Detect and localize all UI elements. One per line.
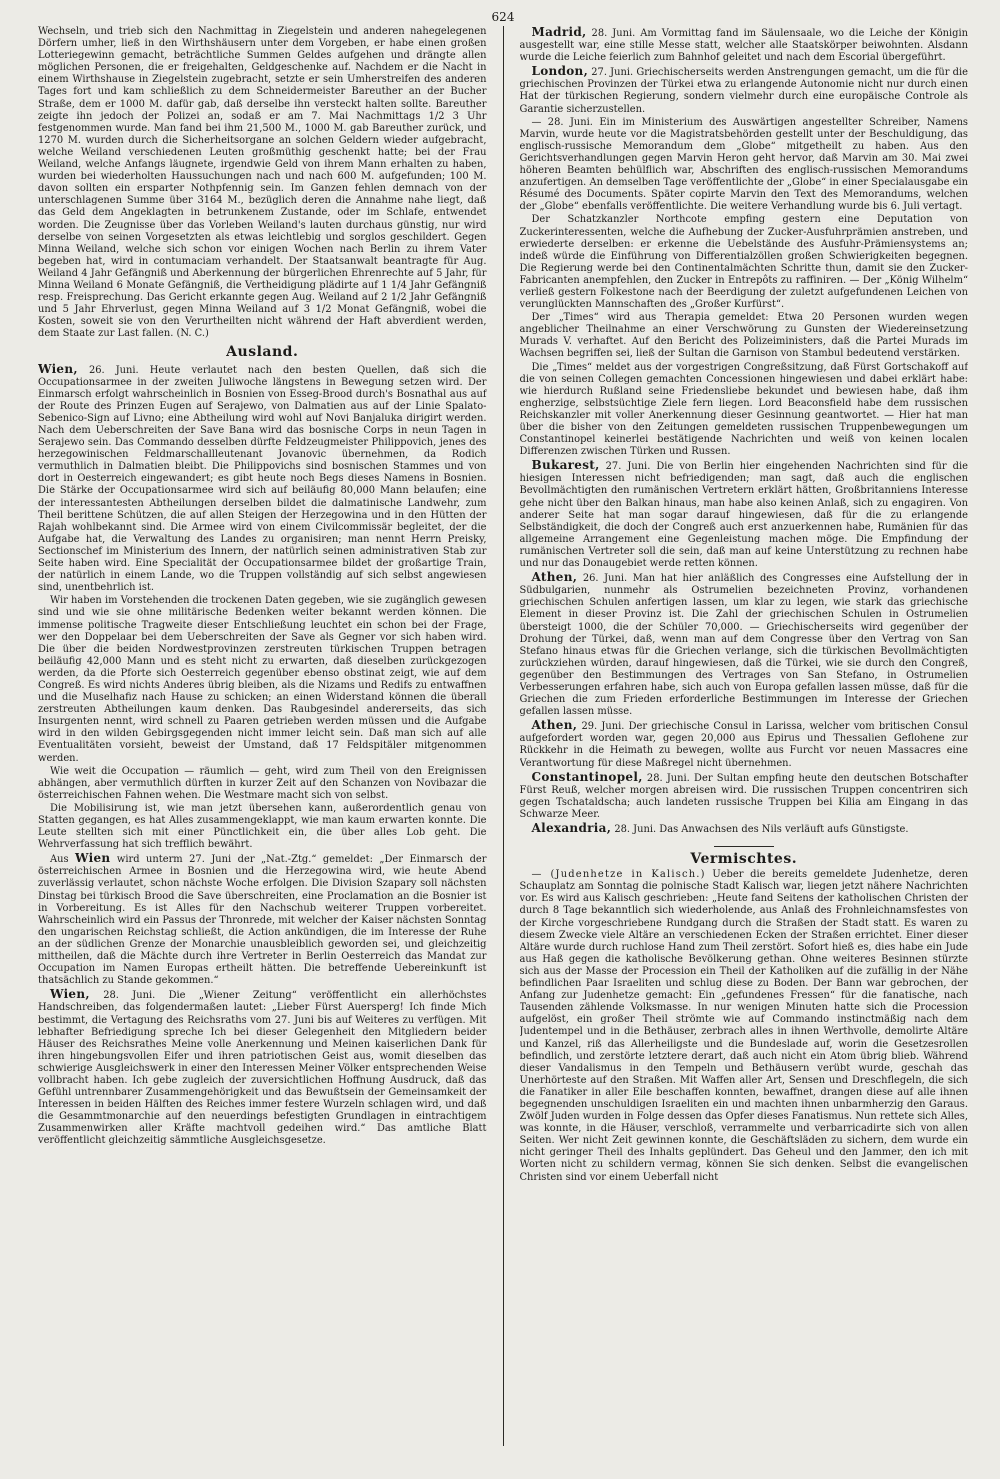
article-wien-27	[38, 852, 487, 987]
article-london-28: — 28. Juni. Ein im Ministerium des Auswärtigen angestellter Schreiber, Namens Marvin, wurde heute vor die Magistratsbehörden gestellt unter der Beschuldigung, das englisch-russische Memorandum dem „Globe“ mitgetheilt zu haben. Aus den Gerichtsverhandlungen gegen Marvin Heron geht hervor, daß Marvin am 30. Mai zwei höheren Beamten behülflich war, Abschriften des englisch-russischen Memorandums anzufertigen. An demselben Tage veröffentlichte der „Globe“ in einer Specialausgabe ein Résumé des Documents. Später copirte Marvin den Text des Memorandums, welchen der „Globe“ ebenfalls veröffentlichte. Die weitere Verhandlung wurde bis 6. Juli vertagt.	[519, 116, 968, 213]
article-athen-26	[520, 571, 969, 718]
dateline: Alexandria,	[531, 821, 612, 835]
article-body: 28. Juni. Am Vormittag fand im Säulensaale, wo die Leiche der Königin ausgestellt war, eine stille Messe statt, welcher alle Staatskörper beiwohnten. Alsdann wurde die Leiche feierlich zum Bahnhof geleitet und nach dem Escorial übergeführt.	[519, 28, 968, 64]
dateline: Wien,	[38, 361, 78, 376]
dateline: Madrid,	[531, 26, 587, 39]
article-wien-28	[38, 988, 487, 1147]
dateline: Constantinopel,	[531, 769, 643, 784]
article-body: 28. Juni. Der Sultan empfing heute den deutschen Botschafter Fürst Reuß, welcher morgen abreisen wird. Die russischen Truppen concentriren sich gegen Tschataldscha; auch landeten russische Truppen bei Kilia am Eingang in das Schwarze Meer.	[519, 772, 968, 820]
dateline: Athen,	[531, 718, 578, 733]
dateline: Athen,	[531, 570, 578, 585]
article-body: 26. Juni. Man hat hier anläßlich des Congresses eine Aufstellung der in Südbulgarien, nunmehr als Ostrumelien bezeichneten Provinz, vorhandenen griechischen Schulen anfertigen lassen, um klar zu legen, wie stark das griechische Element in dieser Provinz ist. Die Zahl der griechischen Schulen in Ostrumelien übersteigt 1000, die der Schüler 70,000. — Griechischerseits wird gegenüber der Drohung der Türkei, daß, wenn man auf dem Congresse über den Vertrag von San Stefano hinaus etwas für die Griechen verlange, sich die türkischen Bevollmächtigten zurückziehen würden, darauf hingewiesen, daß die Türkei, wie sie durch den Congreß, gegenüber den Bestimmungen des Vertrages von San Stefano, in Ostrumelien Verbesserungen erfahren habe, sich auch von Europa gefallen lassen müsse, daß für die Griechen die zum Frieden erforderliche Bestimmungen im Interesse der Griechen gefallen lassen müsse.	[519, 573, 968, 718]
paragraph: Die Mobilisirung ist, wie man jetzt übersehen kann, außerordentlich genau von Statten gegangen, es hat Alles zusammengeklappt, wie man kaum erwarten konnte. Die Leute stellten sich mit einer Pünctlichkeit ein, die über alles Lob geht. Die Wehrverfassung hat sich trefflich bewährt.	[38, 802, 487, 851]
section-rule	[714, 846, 774, 847]
article-bukarest	[520, 459, 969, 570]
article-body: wird unterm 27. Juni der „Nat.-Ztg.“ gemeldet: „Der Einmarsch der österreichischen Armee in Bosnien und die Herzegowina wird, wie heute Abend zuverlässig verlautet, schon nächste Woche erfolgen. Die Division Szapary soll nächsten Dinstag bei türkisch Brood die Save überschreiten, eine Proclamation an die Bosnier ist in Vorbereitung. Es ist Alles für den Nachschub weiterer Truppen vorbereitet. Wahrscheinlich wird ein Passus der Thronrede, mit welcher der Kaiser nächsten Sonntag den ungarischen Reichstag schließt, die Action ankündigen, die im Interesse der Ruhe an der südlichen Grenze der Monarchie unausbleiblich geworden sei, und gleichzeitig mittheilen, daß die Mächte durch ihre Vertreter in Berlin Oesterreich das Mandat zur Occupation im Namen Europas ertheilt hätten. Die betreffende Uebereinkunft ist thatsächlich zu Stande gekommen.“	[38, 854, 487, 987]
article-london-times-congress: Die „Times“ meldet aus der vorgestrigen Congreßsitzung, daß Fürst Gortschakoff auf die von seinen Collegen gemachten Concessionen hingewiesen und dabei erklärt habe: wie hierdurch Rußland seine Friedensliebe bekundet und bewiesen habe, daß ihm engherzige, selbstsüchtige Ziele fern liegen. Lord Beaconsfield habe dem russischen Reichskanzler mit voller Anerkennung dieser Gesinnung geantwortet. — Hier hat man über die bisher von den Zeitungen gemeldeten russischen Truppenbewegungen um Constantinopel keinerlei bestätigende Nachrichten und weiß von keinen localen Differenzen zwischen Türken und Russen.	[519, 361, 968, 458]
section-title-ausland: Ausland.	[226, 344, 299, 361]
article-constantinopel	[520, 771, 969, 821]
dateline: Wien	[75, 851, 111, 866]
article-body: 27. Juni. Griechischerseits werden Anstrengungen gemacht, um die für die griechischen Provinzen der Türkei etwa zu erlangende Autonomie nicht nur durch einen Hat der türkischen Regierung, sondern vielmehr durch eine europäische Controle als Garantie sicherzustellen.	[519, 67, 968, 115]
column-divider	[503, 26, 504, 1446]
section-title-vermischtes: Vermischtes.	[690, 851, 798, 868]
article-body: 28. Juni. Die „Wiener Zeitung“ veröffentlicht ein allerhöchstes Handschreiben, das folgendermaßen lautet: „Lieber Fürst Auersperg! Ich finde Mich bestimmt, die Vertagung des Reichsraths vom 27. Juni bis auf Weiteres zu verfügen. Mit lebhafter Befriedigung spreche Ich bei dieser Gelegenheit den Mitgliedern beider Häuser des Reichsrathes Meine volle Anerkennung und Meinen kaiserlichen Dank für ihren hingebungsvollen Eifer und ihren patriotischen Geist aus, womit dieselben das schwierige Ausgleichswerk in einer den Interessen Meiner Völker entsprechenden Weise vollbracht haben. Ich gebe zugleich der zuversichtlichen Hoffnung Ausdruck, daß das Gefühl untrennbarer Zusammengehörigkeit und das Bewußtsein der Gemeinsamkeit der Interessen in beiden Hälften des Reiches immer festere Wurzeln schlagen wird, und daß die Gesammtmonarchie auf den neuerdings befestigten Grundlagen in eintrachtigem Zusammenwirken aller Kräfte machtvoll gedeihen wird.“ Das amtliche Blatt veröffentlicht gleichzeitig sämmtliche Ausgleichsgesetze.	[38, 990, 487, 1147]
article-body: 26. Juni. Heute verlautet nach den besten Quellen, daß sich die Occupationsarmee in der zweiten Juliwoche längstens in Bewegung setzen wird. Der Einmarsch erfolgt wahrscheinlich in Bosnien von Esseg-Brood durch's Bosnathal aus auf der Route des Prinzen Eugen auf Serajewo, von Dalmatien aus auf der Linie Spalato-Sebenico-Sign auf Livno; eine Abtheilung wird wohl auf Novi Banjaluka dirigirt werden. Nach dem Ueberschreiten der Save Bana wird das bosnische Corps in neun Tagen in Serajewo sein. Das Commando desselben dürfte Feldzeugmeister Philippovich, jenes des herzegowinischen Feldmarschallleutenant Jovanovic übernehmen, da Rodich vermuthlich in Dalmatien bleibt. Die Philippovichs sind bosnischen Stammes und von dort in Oesterreich eingewandert; es gibt heute noch Begs dieses Namens in Bosnien. Die Stärke der Occupationsarmee wird sich auf beiläufig 80,000 Mann belaufen; eine der interessantesten Abtheilungen derselben bildet die dalmatinische Landwehr, zum Theil berittene Schützen, die auf allen Steigen der Herzegowina und in den Hütten der Rajah wohlbekannt sind. Die Armee wird von einem Civilcommissär begleitet, der die Aufgabe hat, die Verwaltung des Landes zu organisiren; man nennt Herrn Preisky, Sectionschef im Ministerium des Innern, der natürlich seinen administrativen Stab zur Seite haben wird. Eine Specialität der Occupationsarmee bildet der großartige Train, der natürlich in einem Lande, wo die Truppen vollständig auf sich selbst angewiesen sind, unentbehrlich ist.	[38, 364, 487, 594]
paragraph: Wie weit die Occupation — räumlich — geht, wird zum Theil von den Ereignissen abhängen, aber vermuthlich dürften in kurzer Zeit auf den Schanzen von Novibazar die österreichischen Fahnen wehen. Die Westmare macht sich von selbst.	[38, 765, 487, 801]
article-alexandria	[520, 822, 969, 836]
article-london-27	[520, 65, 969, 115]
dateline: Wien,	[50, 987, 90, 1002]
article-body: 28. Juni. Das Anwachsen des Nils verläuft aufs Günstigste.	[614, 824, 909, 835]
article-body: 27. Juni. Die von Berlin hier eingehenden Nachrichten sind für die hiesigen Interessen nicht befriedigenden; man sagt, daß auch die englischen Bevollmächtigten den rumänischen Vertretern erklärt hätten, Großbritanniens Interesse gehe nicht über den Balkan hinaus, man habe also keinen Anlaß, sich zu engagiren. Von anderer Seite hat man sogar darauf hingewiesen, daß für die zu erlangende Selbständigkeit, die doch der Congreß auch erst anzuerkennen habe, Rumänien für das allgemeine Arrangement eine Gegenleistung machen möge. Die Empfindung der rumänischen Vertreter soll die sein, daß man auf keine Unterstützung zu rechnen habe und nur das Donaugebiet werde retten können.	[519, 461, 968, 570]
article-body: Ueber die bereits gemeldete Judenhetze, deren Schauplatz am Sonntag die polnische Stadt Kalisch war, liegen jetzt nähere Nachrichten vor. Es wird aus Kalisch geschrieben: „Heute fand Seitens der katholischen Christen der durch 8 Tage bekanntlich sich wiederholende, aus Anlaß des Frohnleichnamsfestes von der Kirche vorgeschriebene Rundgang durch die Straßen der Stadt statt. Es waren zu diesem Zwecke viele Altäre an verschiedenen Ecken der Straßen errichtet. Einer dieser Altäre wurde durch ruchlose Hand zum Theil zerstört. Sofort hieß es, dies habe ein Jude aus Haß gegen die katholische Bevölkerung gethan. Ohne weiteres Besinnen stürzte sich aus der Masse der Procession ein Theil der Katholiken auf die zufällig in der Nähe befindlichen Paar Israeliten und schlug diese zu Boden. Der Bann war gebrochen, der Anfang zur Judenhetze gemacht: Ein „gefundenes Fressen“ für die fanatische, nach Tausenden zählende Volksmasse. In nur wenigen Minuten hatte sich die Procession aufgelöst, ein großer Theil strömte wie auf Commando instinctmäßig nach dem Judentempel und in die Bethäuser, zerbrach alles in ihnen Werthvolle, demolirte Altäre und Kanzel, riß das Allerheiligste und die Bundeslade auf, worin die Gesetzesrollen befindlich, und zerstörte letztere derart, daß auch nicht ein Atom übrig blieb. Während dieser Vandalismus in den Tempeln und Bethäusern verübt wurde, geschah das Unerhörteste auf den Straßen. Mit Waffen aller Art, Sensen und Dreschflegeln, die sich die Fanatiker in aller Eile beschaffen konnten, bewaffnet, drangen diese auf alle ihnen begegnenden unschuldigen Israeliten ein und machten ihnen unbarmherzig den Garaus. Zwölf Juden wurden in Folge dessen das Opfer dieses Fanatismus. Nun rettete sich Alles, was konnte, in die Häuser, verschloß, verrammelte und verbarricadirte sich von allen Seiten. Wer nicht Zeit gewinnen konnte, die Geschäftsläden zu sichern, dem wurde ein nicht geringer Theil des Inhalts geplündert. Das Geheul und den Jammer, den ich mit Worten nicht zu schildern vermag, können Sie sich denken. Selbst die evangelischen Christen sind vor einem Ueberfall nicht	[519, 869, 968, 1183]
article-continuation: Wechseln, und trieb sich den Nachmittag in Ziegelstein und anderen nahegelegenen Dörfern umher, ließ in den Wirthshäusern unter dem Vorgeben, er habe einen großen Lotteriegewinn gemacht, beträchtliche Summen Geldes aufgehen und drängte allen möglichen Personen, die er freigehalten, Geldgeschenke auf. Nachdem er die Nacht in einem Wirthshause in Ziegelstein zugebracht, setzte er sein Umherstreifen des anderen Tages fort und kam schließlich zu dem Schneidermeister Bareuther an der Bucher Straße, dem er 1000 M. dafür gab, daß derselbe ihn versteckt halten sollte. Bareuther zeigte ihn jedoch der Polizei an, sodaß er am 7. Mai Nachmittags 1/2 3 Uhr festgenommen wurde. Man fand bei ihm 21,500 M., 1000 M. gab Bareuther zurück, und 1270 M. wurden durch die Sicherheitsorgane an solchen Geldern wieder aufgebracht, welche Weiland verschiedenen Leuten großmüthig geschenkt hatte; bei der Frau Weiland, welche Anfangs läugnete, irgendwie Geld von ihrem Mann erhalten zu haben, wurden bei wiederholten Haussuchungen nach und nach 600 M. aufgefunden; 100 M. davon sollten ein ersparter Nothpfennig sein. Im Ganzen fehlen demnach von der unterschlagenen Summe über 3164 M., bezüglich deren die Annahme nahe liegt, daß das Geld dem Angeklagten in betrunkenem Zustande, oder im Schlafe, entwendet worden. Die Zeugnisse über das Vorleben Weiland's lauten durchaus günstig, nur wird derselbe von seinen Vorgesetzten als etwas leichtlebig und sorglos geschildert. Gegen Minna Weiland, welche sich schon vor einigen Wochen nach Berlin zu ihrem Vater begeben hat, wird in contumaciam verhandelt. Der Staatsanwalt beantragte für Aug. Weiland 4 Jahr Gefängniß und Aberkennung der bürgerlichen Ehrenrechte auf 5 Jahr, für Minna Weiland 6 Monate Gefängniß, die Vertheidigung plädirte auf 1 1/4 Jahr Gefängniß resp. Freisprechung. Das Gericht erkannte gegen Aug. Weiland auf 2 1/2 Jahr Gefängniß und 5 Jahr Ehrverlust, gegen Minna Weiland auf 3 1/2 Monat Gefängniß, wobei die Kosten, soweit sie von den Verurtheilten nicht während der Haft abverdient werden, dem Staate zur Last fallen. (N. C.)	[38, 26, 487, 340]
left-column	[38, 26, 487, 1446]
article-athen-29	[520, 719, 969, 769]
article-london-times-therapia: Der „Times“ wird aus Therapia gemeldet: Etwa 20 Personen wurden wegen angeblicher Theilnahme an einer Verschwörung zu Gunsten der Wiedereinsetzung Murads V. verhaftet. Auf den Bericht des Polizeiministers, daß die Partei Murads im Wachsen begriffen sei, ließ der Sultan die Garnison von Stambul bedeutend verstärken.	[519, 312, 968, 360]
paragraph: Wir haben im Vorstehenden die trockenen Daten gegeben, wie sie zugänglich gewesen sind und wie sie ohne militärische Bedenken weiter bekannt werden können. Die immense politische Tragweite dieser Entschließung leuchtet ein schon bei der Frage, wer den Doppelaar bei dem Ueberschreiten der Save als Gegner vor sich haben wird. Die über die beiden Nordwestprovinzen zerstreuten türkischen Truppen betragen beiläufig 42,000 Mann und es steht nicht zu erwarten, daß dieselben zurückgezogen werden, da die Pforte sich Oesterreich gegenüber ebenso obstinat zeigt, wie auf dem Congreß. Es wird nichts Anderes übrig bleiben, als die Nizams und Redifs zu entwaffnen und die Muselhafiz nach Hause zu schicken; an einen Widerstand können die überall zerstreuten Abtheilungen kaum denken. Das Raubgesindel andererseits, das sich Insurgenten nennt, wird schnell zu Paaren getrieben werden müssen und die Aufgabe wird in den wilden Gebirgsgegenden nicht immer leicht sein. Daß man sich auf alle Eventualitäten vorsieht, beweist der Umstand, daß 17 Feldspitäler mitgenommen werden.	[38, 595, 487, 764]
dateline: London,	[531, 64, 589, 79]
article-london-northcote: Der Schatzkanzler Northcote empfing gestern eine Deputation von Zuckerinteressenten, welche die Aufhebung der Zucker-Ausfuhrprämien anstreben, und erwiederte derselben: er erkenne die Uebelstände des Ausfuhr-Prämiensystems an; indeß würde die Einführung von Differentialzöllen großen Schwierigkeiten begegnen. Die Regierung werde bei den Continentalmächten Schritte thun, damit sie den Zucker-Fabricanten anempfehlen, den Zucker in Entrepôts zu raffiniren. — Der „König Wilhelm“ verließ gestern Folkestone nach der Beerdigung der zuletzt aufgefundenen Leichen von verunglückten Mannschaften des „Großer Kurfürst“.	[519, 214, 968, 311]
article-kalisch	[520, 869, 969, 1183]
lead-word: Aus	[50, 854, 69, 866]
article-body: 29. Juni. Der griechische Consul in Larissa, welcher vom britischen Consul aufgefordert worden war, gegen 20,000 aus Epirus und Thessalien Geflohene zur Rückkehr in die Heimath zu bewegen, wollte aus Furcht vor neuen Massacres eine Verantwortung für diese Maßregel nicht übernehmen.	[519, 721, 968, 769]
page-number: 624	[491, 10, 515, 24]
article-madrid	[520, 26, 969, 64]
right-column	[520, 26, 969, 1446]
article-wien-26	[38, 363, 487, 595]
article-lead: — (Judenhetze in Kalisch.)	[531, 869, 706, 881]
columns	[38, 26, 968, 1446]
dateline: Bukarest,	[531, 458, 600, 473]
